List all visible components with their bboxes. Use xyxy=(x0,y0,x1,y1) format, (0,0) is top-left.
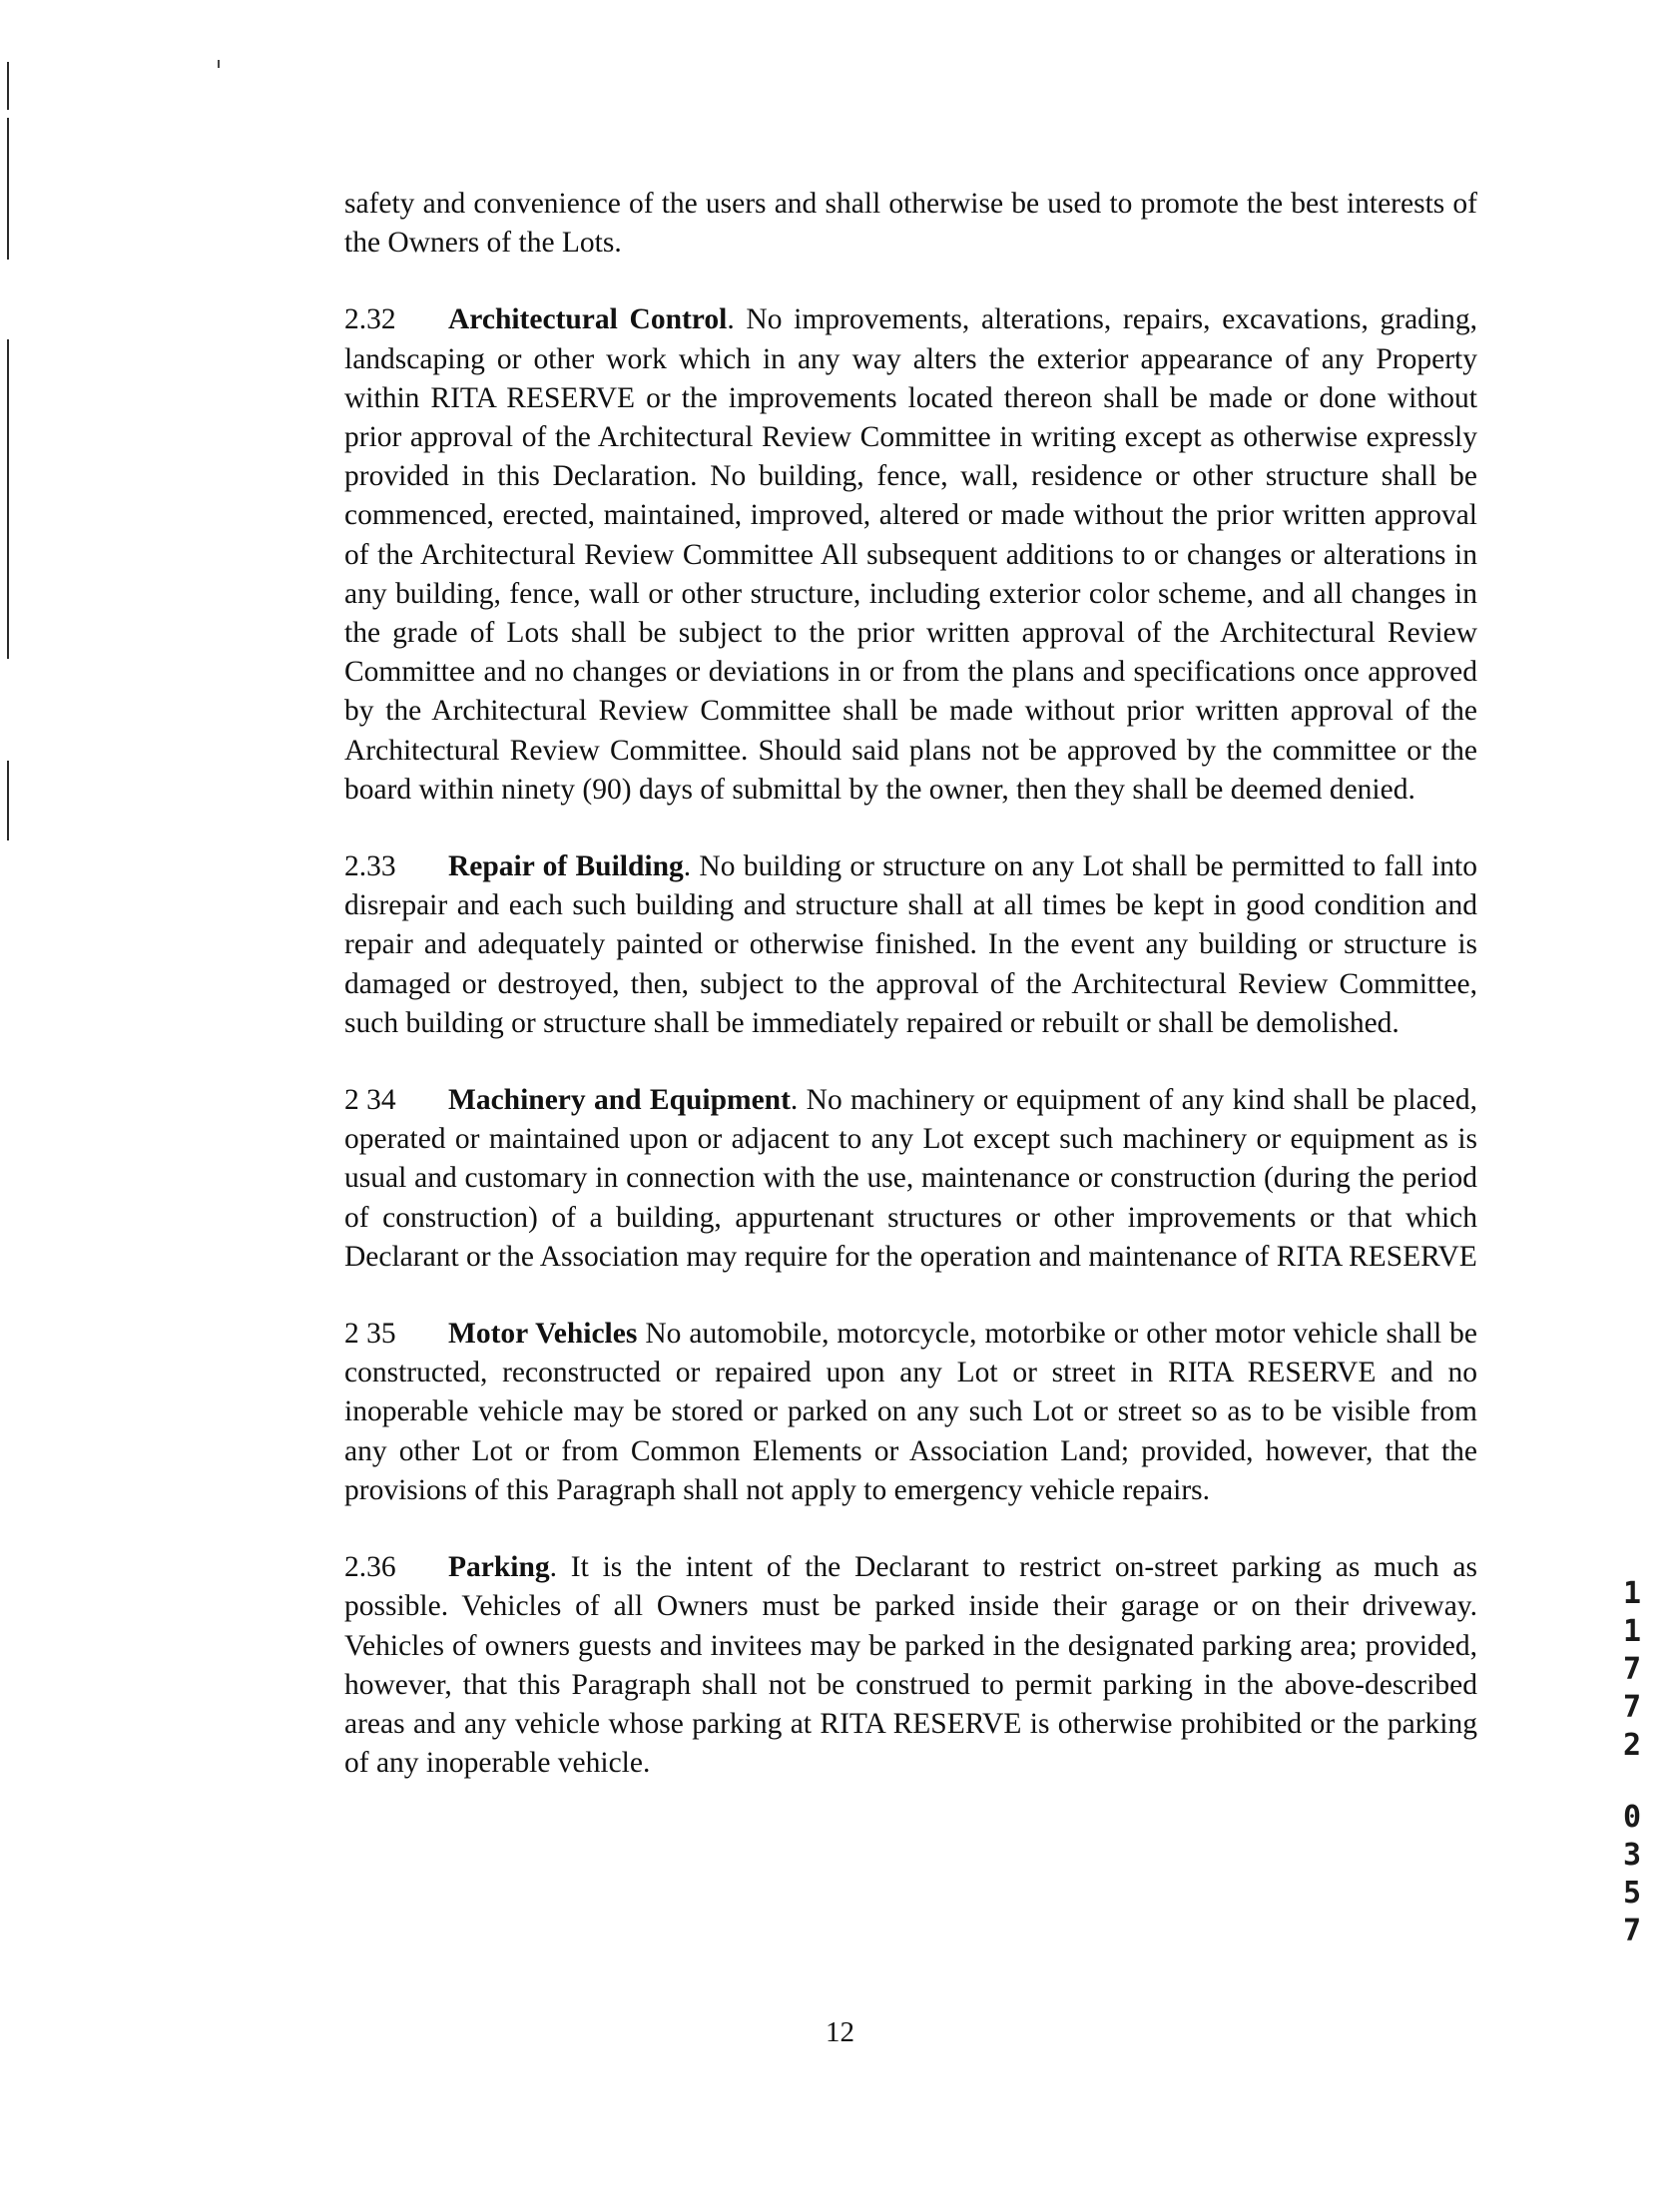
paragraph-text: safety and convenience of the users and shall otherwise be used to promote the best interests of the Owners of the Lots. xyxy=(344,188,1477,260)
stamp-digit: 5 xyxy=(1622,1876,1642,1911)
section-text: No automobile, motorcycle, motorbike or other motor vehicle shall be constructed, reconstructed or repaired upon any Lot or street in RITA RESERVE and no inoperable vehicle may be stored or parked on any such Lot or street so as to be visible from any other Lot or from Common Elements or Association Land; provided, however, that the provisions of this Paragraph shall not apply to emergency vehicle repairs. xyxy=(344,1318,1478,1506)
scan-edge-mark xyxy=(7,118,9,260)
section-heading: Motor Vehicles xyxy=(448,1318,638,1351)
stamp-gap xyxy=(1619,1765,1645,1799)
section-number: 2.33 xyxy=(344,850,396,883)
paragraph-continuation xyxy=(344,185,1477,263)
recording-stamp-number xyxy=(1619,1575,1645,1950)
scan-edge-mark xyxy=(7,761,9,840)
stamp-digit: 7 xyxy=(1622,1914,1642,1948)
page-number: 12 xyxy=(826,2016,854,2048)
scan-speck xyxy=(218,60,220,68)
section-heading: Repair of Building xyxy=(448,850,684,883)
section-heading: Machinery and Equipment xyxy=(448,1084,791,1117)
section-text: . No building or structure on any Lot shall be permitted to fall into disrepair and each such building and structure shall at all times be kept in good condition and repair and adequately painted or otherwise finished. In the event any building or structure is damaged or destroyed, then, subject to the approval of the Architectural Review Committee, such building or structure shall be immediately repaired or rebuilt or shall be demolished. xyxy=(344,850,1478,1039)
section-heading: Architectural Control xyxy=(448,303,728,336)
document-body xyxy=(344,185,1477,1821)
stamp-digit: 1 xyxy=(1622,1614,1642,1649)
section-number: 2.32 xyxy=(344,303,396,336)
section-2-36-parking xyxy=(344,1548,1477,1783)
section-text: . It is the intent of the Declarant to restrict on-street parking as much as possible. Vehicles of all Owners must be parked inside their garage or on their driveway. Vehicles of owners guests and invitees may be parked in the designated parking area; provided, however, that this Paragraph shall not be construed to permit parking in the above-described areas and any vehicle whose parking at RITA RESERVE is otherwise prohibited or the parking of any inoperable vehicle. xyxy=(344,1551,1477,1780)
section-2-35-motor-vehicles xyxy=(344,1315,1477,1510)
section-heading: Parking xyxy=(448,1551,550,1584)
stamp-digit: 3 xyxy=(1622,1838,1642,1873)
stamp-digit: 0 xyxy=(1622,1800,1642,1835)
scan-edge-mark xyxy=(7,62,9,110)
section-2-32-architectural-control xyxy=(344,300,1477,810)
stamp-digit: 2 xyxy=(1622,1728,1642,1763)
stamp-digit: 1 xyxy=(1622,1576,1642,1611)
section-2-33-repair-of-building xyxy=(344,847,1477,1043)
scan-edge-mark xyxy=(7,339,9,659)
section-text: . No machinery or equipment of any kind shall be placed, operated or maintained upon or adjacent to any Lot except such machinery or equipment as is usual and customary in connection with the use, maintenance or construction (during the period of construction) of a building, appurtenant structures or other improvements or that which Declarant or the Association may require for the operation and maintenance of RITA RESERVE xyxy=(344,1084,1477,1273)
section-2-34-machinery-and-equipment xyxy=(344,1081,1477,1277)
section-number: 2 35 xyxy=(344,1318,396,1351)
stamp-digit: 7 xyxy=(1622,1652,1642,1687)
section-number: 2.36 xyxy=(344,1551,396,1584)
stamp-digit: 7 xyxy=(1622,1690,1642,1725)
section-number: 2 34 xyxy=(344,1084,396,1117)
section-text: . No improvements, alterations, repairs, excavations, grading, landscaping or other work which in any way alters the exterior appearance of any Property within RITA RESERVE or the improvements located thereon shall be made or done without prior approval of the Architectural Review Committee in writing except as otherwise expressly provided in this Declaration. No building, fence, wall, residence or other structure shall be commenced, erected, maintained, improved, altered or made without the prior written approval of the Architectural Review Committee All subsequent additions to or changes or alterations in any building, fence, wall or other structure, including exterior color scheme, and all changes in the grade of Lots shall be subject to the prior written approval of the Architectural Review Committee and no changes or deviations in or from the plans and specifications once approved by the Architectural Review Committee shall be made without prior written approval of the Architectural Review Committee. Should said plans not be approved by the committee or the board within ninety (90) days of submittal by the owner, then they shall be deemed denied. xyxy=(344,303,1477,806)
